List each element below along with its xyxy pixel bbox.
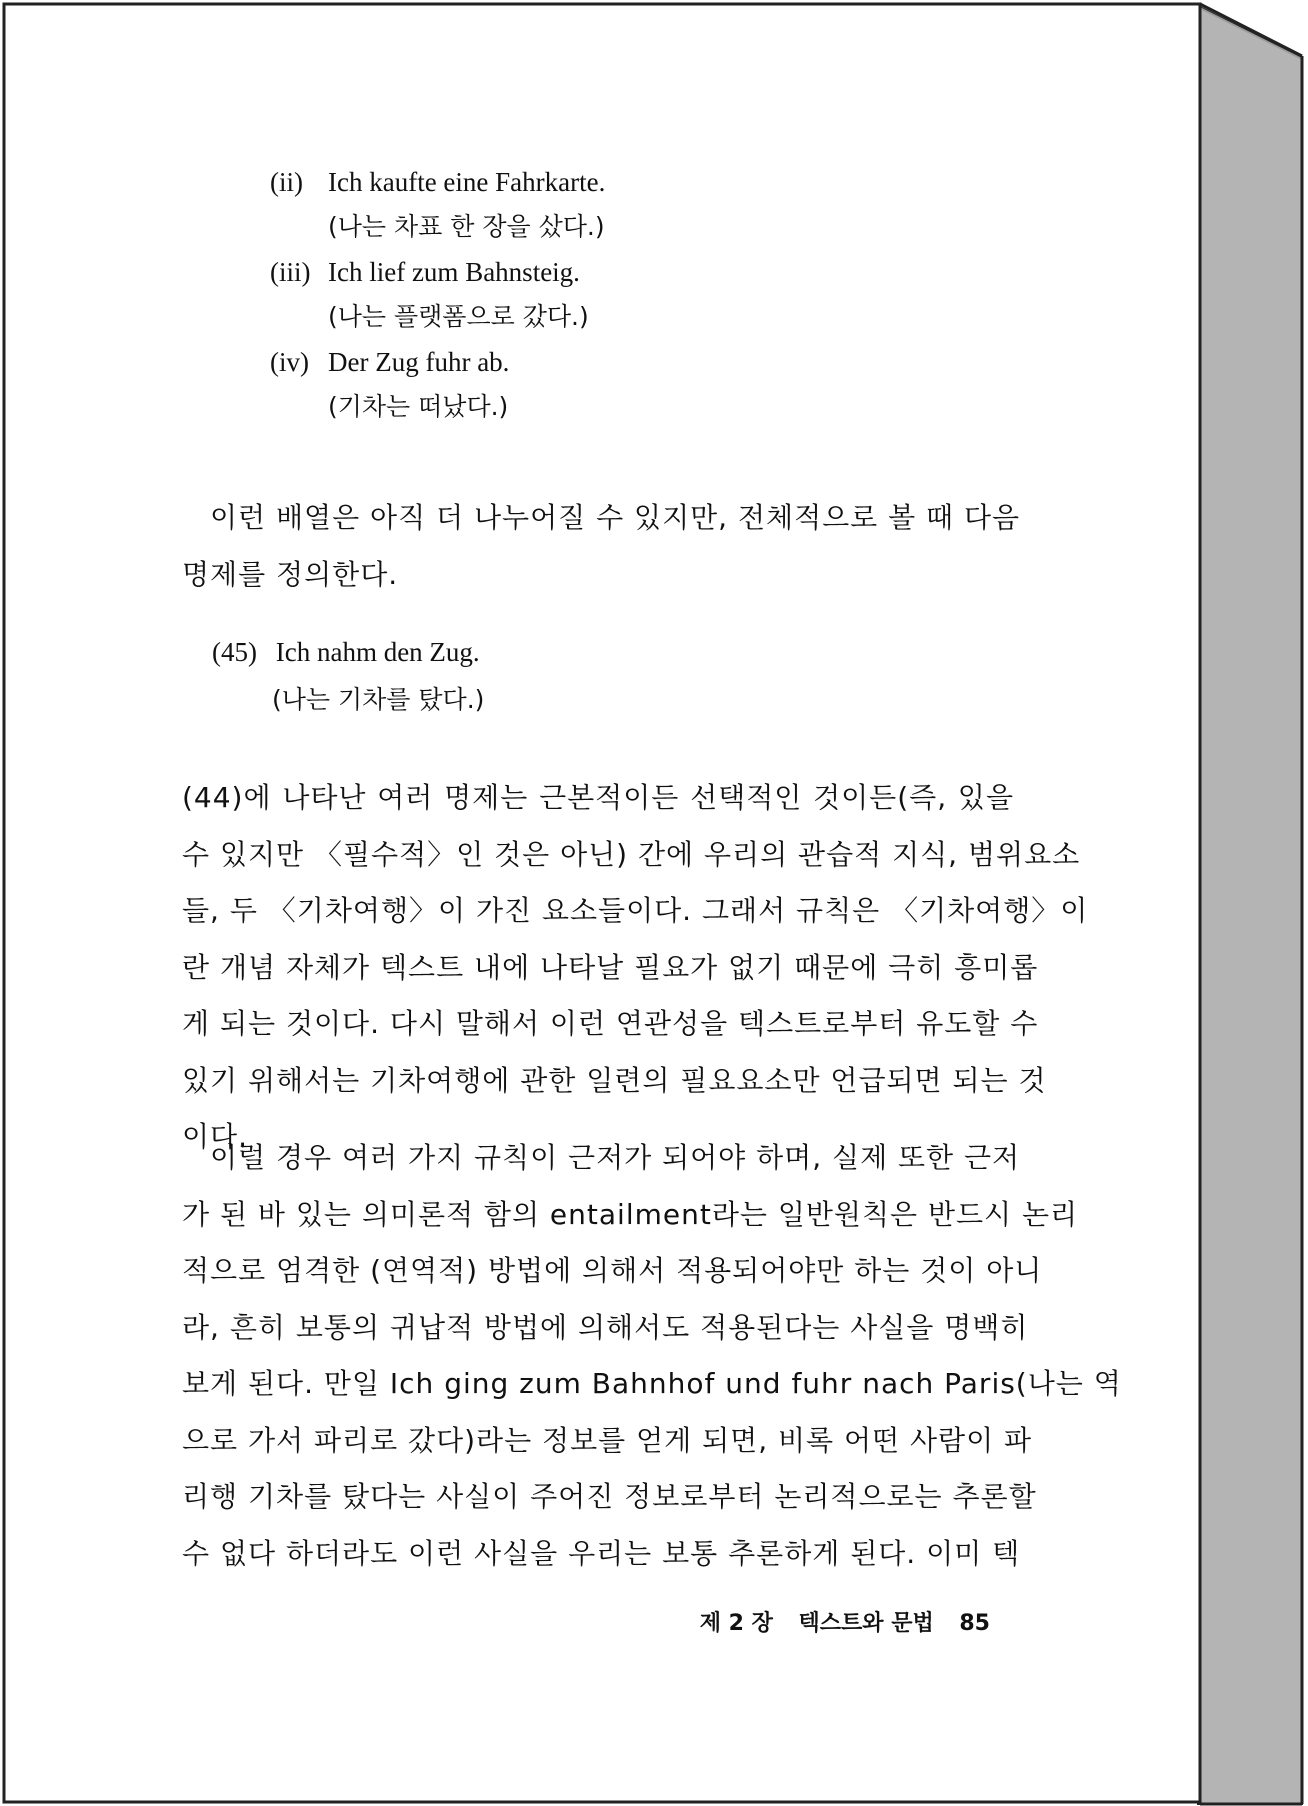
example-korean: (나는 차표 한 장을 샀다.): [328, 212, 605, 241]
paragraph-line: 라, 흔히 보통의 귀납적 방법에 의해서도 적용된다는 사실을 명백히: [182, 1310, 1029, 1344]
paragraph-line: 이럴 경우 여러 가지 규칙이 근저가 되어야 하며, 실제 또한 근저: [210, 1141, 1021, 1174]
paragraph-line: 게 되는 것이다. 다시 말해서 이런 연관성을 텍스트로부터 유도할 수: [182, 1007, 1039, 1040]
running-footer: [700, 1606, 990, 1637]
example-german: Der Zug fuhr ab.: [328, 347, 510, 377]
paragraph-line: 란 개념 자체가 텍스트 내에 나타날 필요가 없기 때문에 극히 흥미롭: [182, 950, 1039, 984]
chapter-label: 제 2 장: [699, 1611, 773, 1636]
paragraph-line: 보게 된다. 만일 Ich ging zum Bahnhof und fuhr nach Paris(나는 역: [182, 1367, 1122, 1400]
example-german: Ich nahm den Zug.: [275, 637, 480, 667]
paragraph-2: [182, 770, 1089, 1166]
paragraph-line: 수 없다 하더라도 이런 사실을 우리는 보통 추론하게 된다. 이미 텍: [182, 1536, 1021, 1570]
example-korean: (나는 기차를 탔다.): [272, 685, 485, 714]
page-number: 85: [959, 1611, 990, 1636]
paragraph-line: 적으로 엄격한 (연역적) 방법에 의해서 적용되어야만 하는 것이 아니: [182, 1254, 1043, 1287]
paragraph-line: 수 있지만 〈필수적〉인 것은 아닌) 간에 우리의 관습적 지식, 범위요소: [182, 837, 1081, 871]
paragraph-3: [182, 1130, 1122, 1582]
paragraph-line: 들, 두 〈기차여행〉이 가진 요소들이다. 그래서 규칙은 〈기차여행〉이: [182, 894, 1089, 927]
paragraph-line: (44)에 나타난 여러 명제는 근본적이든 선택적인 것이든(즉, 있을: [182, 781, 1014, 814]
example-korean: (나는 플랫폼으로 갔다.): [328, 302, 589, 331]
example-number: (ii): [270, 167, 303, 197]
chapter-title: 텍스트와 문법: [798, 1611, 934, 1636]
example-korean: (기차는 떠났다.): [328, 392, 509, 421]
paragraph-line: 으로 가서 파리로 갔다)라는 정보를 얻게 되면, 비록 어떤 사람이 파: [182, 1423, 1033, 1457]
paragraph-1: [182, 490, 1021, 603]
example-number: (iii): [270, 257, 311, 287]
paragraph-line: 있기 위해서는 기차여행에 관한 일련의 필요요소만 언급되면 되는 것: [182, 1063, 1047, 1097]
example-german: Ich lief zum Bahnsteig.: [328, 257, 580, 287]
paragraph-line: 이런 배열은 아직 더 나누어질 수 있지만, 전체적으로 볼 때 다음: [210, 501, 1021, 534]
paragraph-line: 리행 기차를 탔다는 사실이 주어진 정보로부터 논리적으로는 추론할: [182, 1480, 1037, 1513]
example-number: (iv): [270, 347, 309, 377]
paragraph-line: 가 된 바 있는 의미론적 함의 entailment라는 일반원칙은 반드시 논리: [182, 1197, 1079, 1231]
example-number: (45): [212, 637, 257, 667]
paragraph-line: 이다.: [182, 1120, 248, 1153]
paragraph-line: 명제를 정의한다.: [182, 557, 399, 591]
example-german: Ich kaufte eine Fahrkarte.: [328, 167, 606, 197]
